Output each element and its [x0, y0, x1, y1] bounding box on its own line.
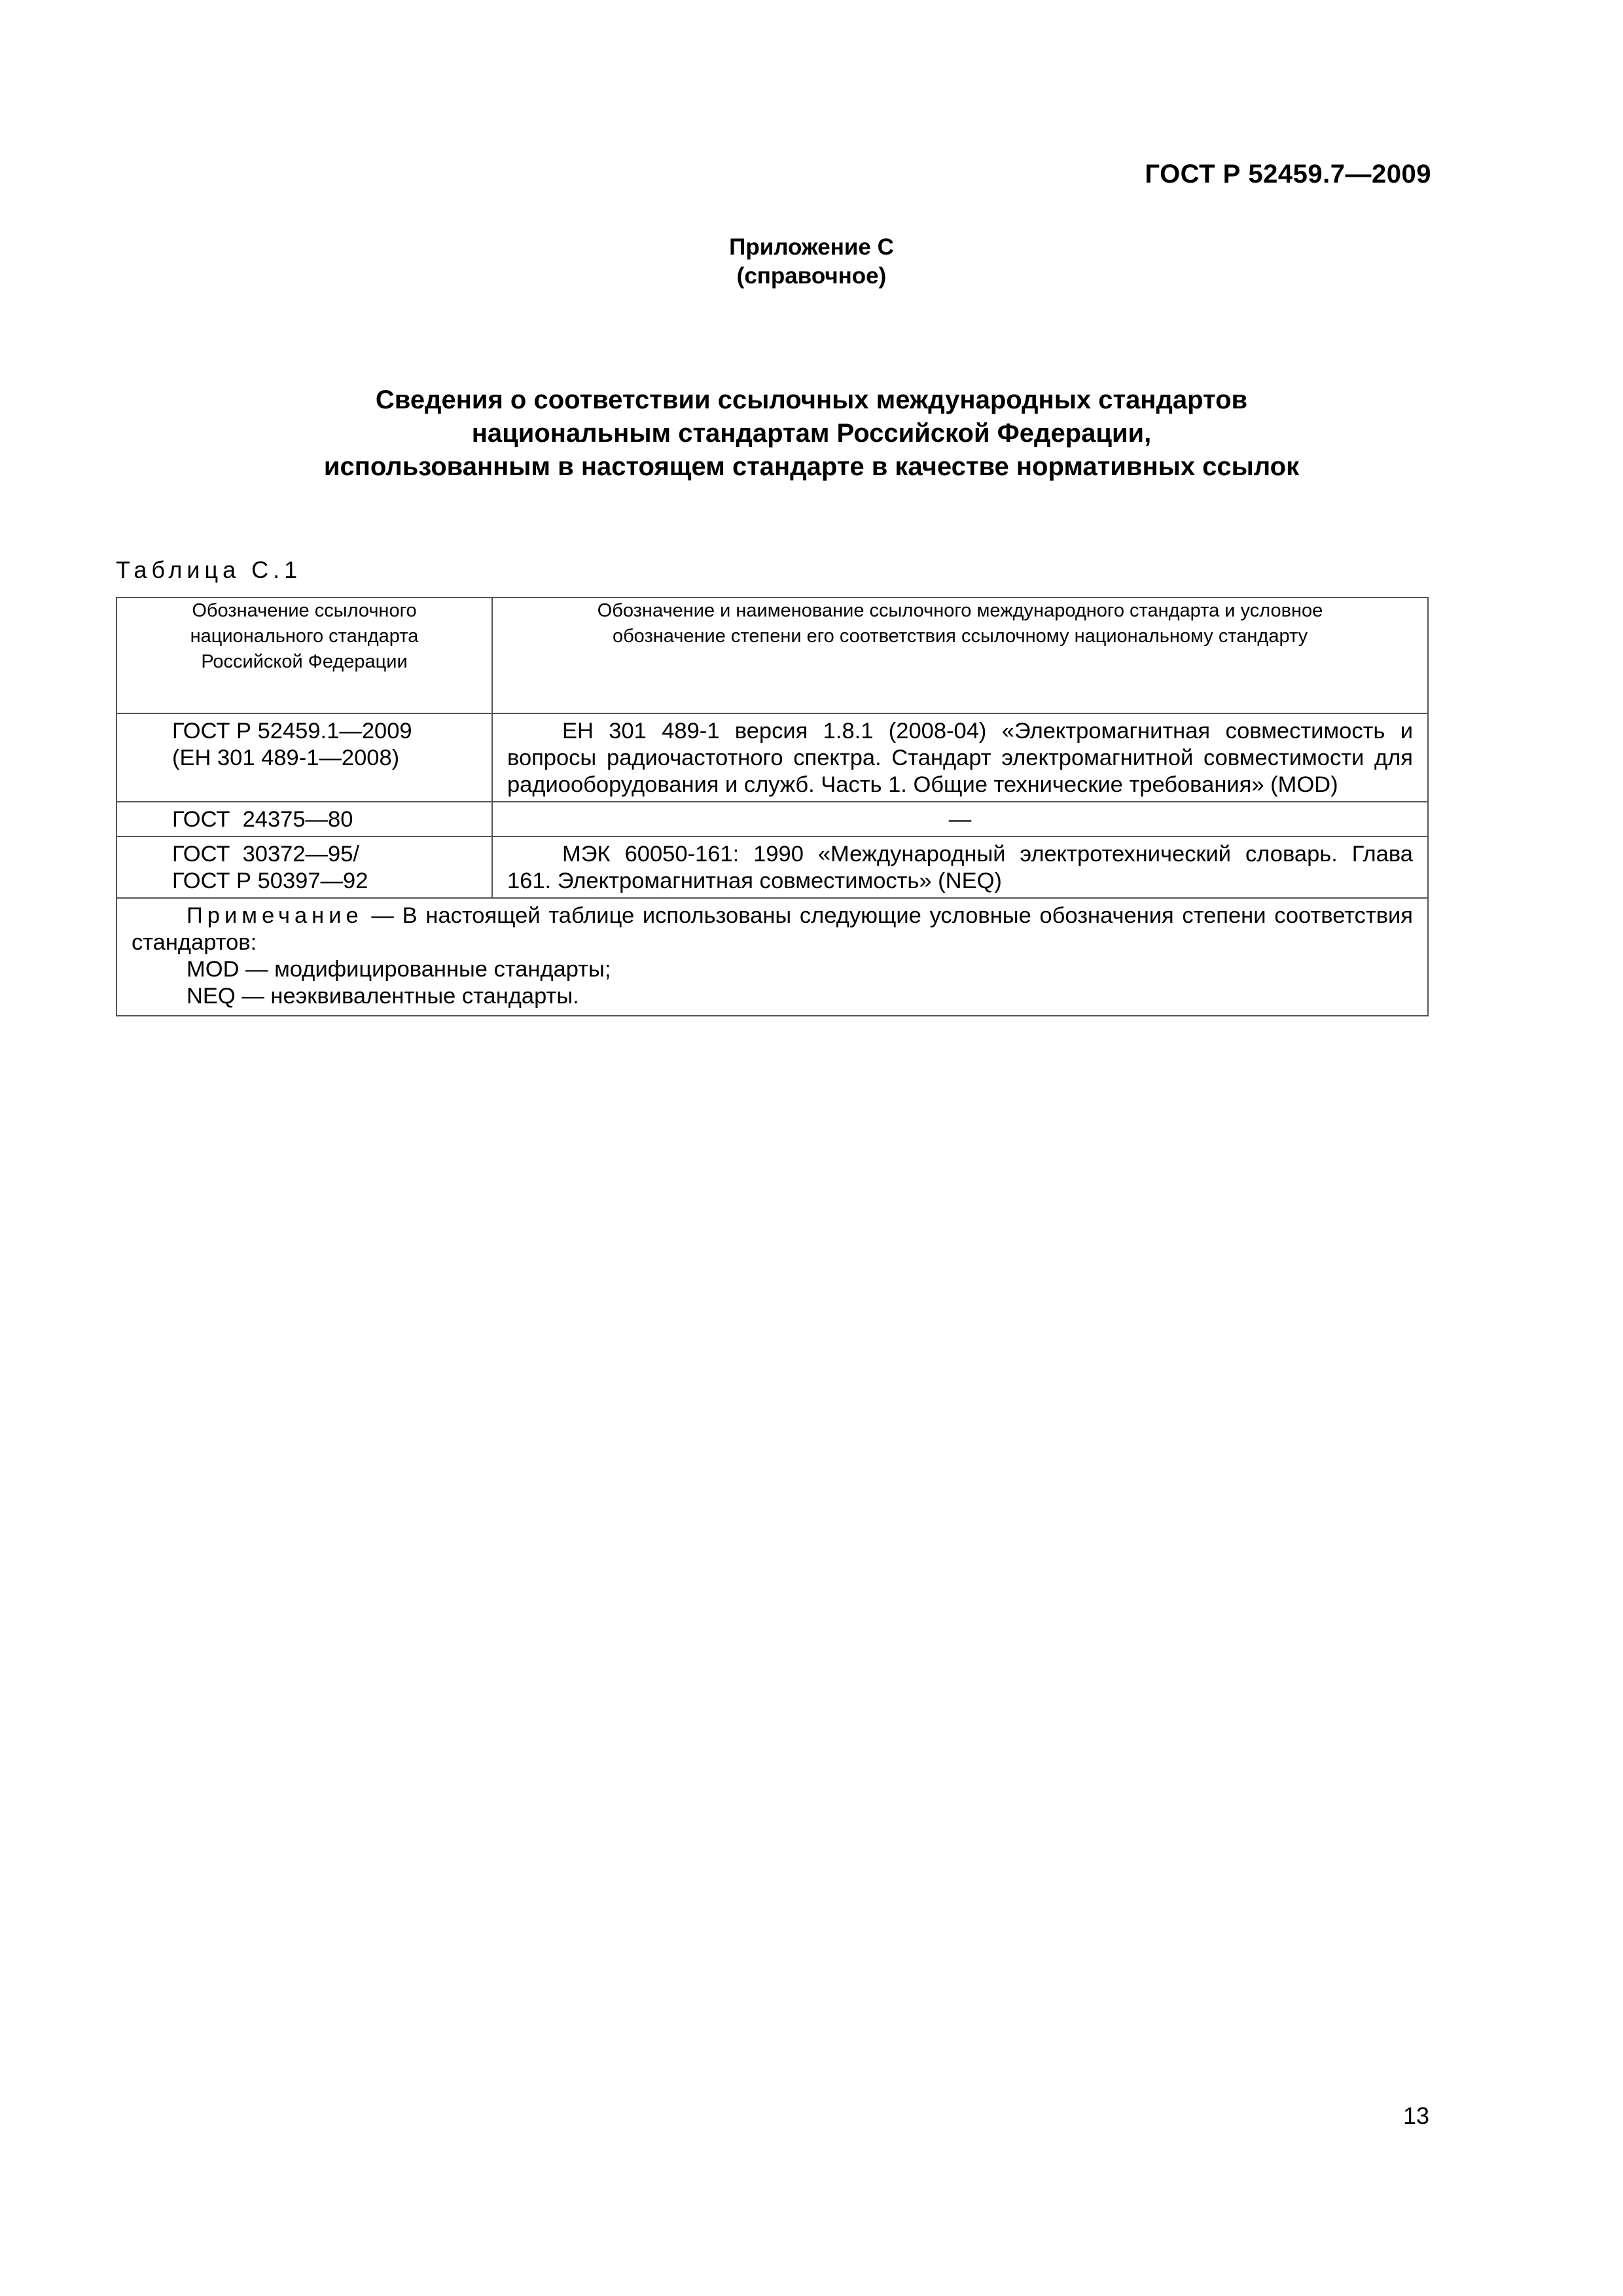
header-col2-line: обозначение степени его соответствия ссылочному национальному стандарту [612, 626, 1308, 647]
header-col1-line: Обозначение ссылочного [192, 600, 417, 621]
header-col1-line: Российской Федерации [201, 651, 408, 672]
title-line-1: Сведения о соответствии ссылочных международных стандартов [375, 386, 1248, 414]
row-description-cell: — [492, 802, 1428, 836]
row-code-cell [116, 802, 492, 836]
note-item: MOD — модифицированные стандарты; [187, 957, 611, 982]
header-col2-line: Обозначение и наименование ссылочного международного стандарта и условное [597, 600, 1323, 621]
row-code-cell [116, 836, 492, 898]
row-code-line: ГОСТ 24375—80 [172, 807, 353, 832]
document-title [0, 384, 1623, 484]
title-line-3: использованным в настоящем стандарте в качестве нормативных ссылок [323, 452, 1300, 481]
row-code-line: ГОСТ Р 50397—92 [172, 869, 368, 893]
title-line-2: национальным стандартам Российской Федерации, [471, 419, 1152, 448]
page-number: 13 [1402, 2102, 1429, 2129]
row-code-line: ГОСТ 30372—95/ [172, 842, 359, 867]
note-first-line [132, 903, 1413, 956]
header-national-standard [116, 598, 492, 713]
header-col1-line: национального стандарта [190, 626, 419, 647]
row-code-line: (ЕН 301 489-1—2008) [172, 745, 400, 770]
table-row [116, 802, 1428, 836]
row-description-cell: МЭК 60050-161: 1990 «Международный электротехнический словарь. Глава 161. Электромагнитная совместимость» (NEQ) [492, 836, 1428, 898]
table-row [116, 836, 1428, 898]
note-label: Примечание [187, 903, 363, 928]
appendix-title: Приложение С [729, 234, 894, 260]
row-code-line: ГОСТ Р 52459.1—2009 [172, 719, 412, 744]
appendix-heading [0, 233, 1623, 291]
appendix-kind: (справочное) [736, 263, 887, 289]
table-caption: Таблица С.1 [116, 556, 302, 583]
table-note-row [116, 898, 1428, 1016]
table-header-row [116, 598, 1428, 713]
reference-table [116, 597, 1429, 1016]
note-item: NEQ — неэквивалентные стандарты. [187, 984, 579, 1009]
header-international-standard [492, 598, 1428, 713]
row-description-cell: ЕН 301 489-1 версия 1.8.1 (2008-04) «Электромагнитная совместимость и вопросы радиочастотного спектра. Стандарт электромагнитной совместимости для радиооборудования и служб. Часть 1. Общие технические требования» (MOD) [492, 713, 1428, 802]
row-code-cell [116, 713, 492, 802]
table-note [116, 898, 1428, 1016]
table-row [116, 713, 1428, 802]
note-text: — В настоящей таблице использованы следующие условные обозначения степени соответствия стандартов: [132, 903, 1413, 955]
standard-code: ГОСТ Р 52459.7—2009 [1145, 160, 1431, 188]
